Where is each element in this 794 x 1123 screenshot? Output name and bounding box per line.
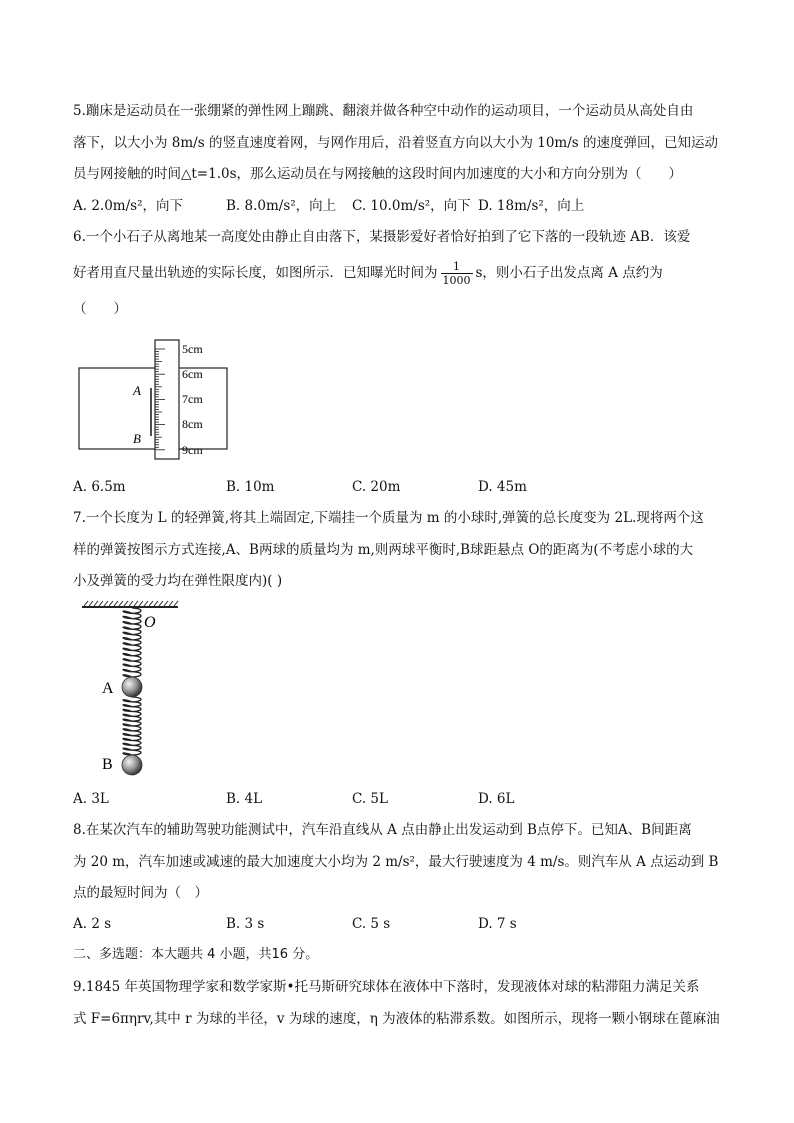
- point-o-label: O: [144, 614, 156, 631]
- hatch-stroke: [84, 601, 88, 606]
- ruler-label-9cm: 9cm: [182, 443, 203, 457]
- ball-b: [122, 755, 142, 775]
- exposure-fraction: [441, 260, 473, 287]
- hatch-stroke: [159, 601, 163, 606]
- ball-b-label: B: [102, 756, 113, 773]
- section-heading-multiple-choice: 二、多选题：本大题共 4 小题，共16 分。: [73, 947, 319, 962]
- ruler-label-5cm: 5cm: [182, 342, 203, 356]
- q9-line1: 9.1845 年英国物理学家和数学家斯•托马斯研究球体在液体中下落时，发现液体对球的粘滞阻力满足关系: [73, 979, 700, 995]
- hatch-stroke: [109, 601, 113, 606]
- q7-option-d[interactable]: D. 6L: [478, 791, 515, 807]
- hatch-stroke: [174, 601, 178, 606]
- q6-ruler-figure: [75, 338, 235, 464]
- hatch-stroke: [124, 601, 128, 606]
- spring-lower: [123, 697, 141, 755]
- fraction-numerator: 1: [441, 260, 473, 274]
- q8-option-b[interactable]: B. 3 s: [226, 916, 265, 932]
- q7-option-c[interactable]: C. 5L: [352, 791, 388, 807]
- q6-option-b[interactable]: B. 10m: [226, 479, 275, 495]
- hatch-stroke: [94, 601, 98, 606]
- hatch-stroke: [114, 601, 118, 606]
- q5-line2: 落下，以大小为 8m/s 的竖直速度着网，与网作用后，沿着竖直方向以大小为 10m/s 的速度弹回，已知运动: [73, 135, 718, 151]
- hatch-stroke: [129, 601, 133, 606]
- photo-frame: [79, 368, 227, 449]
- q8-line3: 点的最短时间为（ ）: [73, 885, 208, 901]
- ball-a-label: A: [102, 680, 114, 697]
- hatch-stroke: [164, 601, 168, 606]
- ruler-label-8cm: 8cm: [182, 417, 203, 431]
- q6-line3: （ ）: [73, 301, 127, 317]
- q5-line3: 员与网接触的时间△t=1.0s，那么运动员在与网接触的这段时间内加速度的大小和方向分别为（ ）: [73, 166, 683, 182]
- q6-option-a[interactable]: A. 6.5m: [73, 479, 126, 495]
- q8-line2: 为 20 m，汽车加速或减速的最大加速度大小均为 2 m/s²，最大行驶速度为 4 m/s。则汽车从 A 点运动到 B: [73, 854, 719, 870]
- q6-option-d[interactable]: D. 45m: [478, 479, 527, 495]
- q5-option-a[interactable]: A. 2.0m/s²，向下: [73, 198, 183, 214]
- ball-a: [122, 677, 142, 697]
- ceiling-hatch: [84, 601, 178, 606]
- spring-upper: [123, 608, 141, 677]
- point-b-label: B: [133, 431, 141, 446]
- q6-option-c[interactable]: C. 20m: [352, 479, 401, 495]
- q8-option-a[interactable]: A. 2 s: [73, 916, 112, 932]
- hatch-stroke: [154, 601, 158, 606]
- q7-spring-figure: [78, 600, 188, 778]
- hatch-stroke: [169, 601, 173, 606]
- ruler-label-6cm: 6cm: [182, 367, 203, 381]
- q6-line2-pre: 好者用直尺量出轨迹的实际长度，如图所示．已知曝光时间为: [73, 265, 438, 281]
- q7-line1: 7.一个长度为 L 的轻弹簧,将其上端固定,下端挂一个质量为 m 的小球时,弹簧的总长度变为 2L.现将两个这: [73, 510, 704, 526]
- q5-option-d[interactable]: D. 18m/s²，向上: [478, 198, 585, 214]
- fraction-denominator: 1000: [442, 274, 471, 287]
- ruler-label-7cm: 7cm: [182, 392, 203, 406]
- q5-option-c[interactable]: C. 10.0m/s²，向下: [352, 198, 471, 214]
- hatch-stroke: [144, 601, 148, 606]
- q5-option-b[interactable]: B. 8.0m/s²，向上: [226, 198, 337, 214]
- hatch-stroke: [99, 601, 103, 606]
- q7-option-a[interactable]: A. 3L: [73, 791, 109, 807]
- q6-line2-post: s，则小石子出发点离 A 点约为: [475, 265, 663, 281]
- q5-line1: 5.蹦床是运动员在一张绷紧的弹性网上蹦跳、翻滚并做各种空中动作的运动项目，一个运动员从高处自由: [73, 103, 694, 119]
- point-a-label: A: [133, 383, 141, 398]
- hatch-stroke: [119, 601, 123, 606]
- hatch-stroke: [134, 601, 138, 606]
- q6-line2: [73, 260, 663, 287]
- q7-line3: 小及弹簧的受力均在弹性限度内)( ): [73, 573, 283, 589]
- hatch-stroke: [104, 601, 108, 606]
- q7-line2: 样的弹簧按图示方式连接,A、B两球的质量均为 m,则两球平衡时,B球距悬点 O的距离为(不考虑小球的大: [73, 542, 694, 558]
- q8-option-c[interactable]: C. 5 s: [352, 916, 391, 932]
- q8-line1: 8.在某次汽车的辅助驾驶功能测试中，汽车沿直线从 A 点由静止出发运动到 B点停下。已知A、B间距离: [73, 822, 692, 838]
- q6-line1: 6.一个小石子从离地某一高度处由静止自由落下，某摄影爱好者恰好拍到了它下落的一段轨迹 AB．该爱: [73, 229, 691, 245]
- q8-option-d[interactable]: D. 7 s: [478, 916, 517, 932]
- q9-line2: 式 F=6πηrv,其中 r 为球的半径，v 为球的速度，η 为液体的粘滞系数。如图所示，现将一颗小钢球在蓖麻油: [73, 1011, 720, 1027]
- hatch-stroke: [139, 601, 143, 606]
- q7-option-b[interactable]: B. 4L: [226, 791, 263, 807]
- hatch-stroke: [89, 601, 93, 606]
- hatch-stroke: [149, 601, 153, 606]
